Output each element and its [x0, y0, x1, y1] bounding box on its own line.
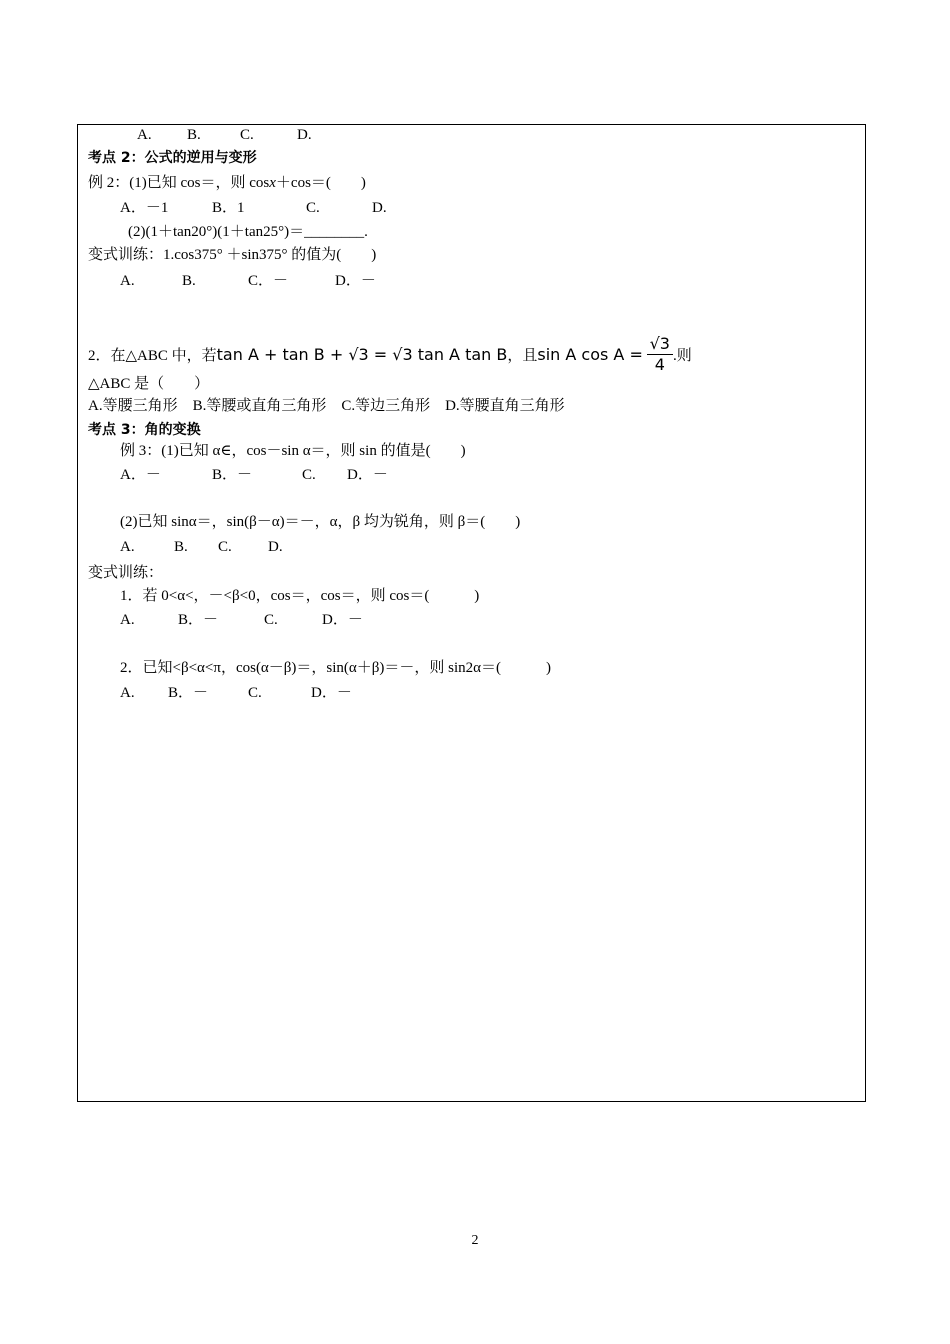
- top-option-a: A.: [137, 127, 152, 143]
- var1-option-b: B.: [182, 273, 196, 289]
- ex3-q2-option-d: D.: [268, 539, 283, 555]
- var1-option-d: D．－: [335, 273, 376, 289]
- var3-q2-option-d: D．－: [311, 685, 352, 701]
- tan-equation: tan A + tan B + √3 = √3 tan A tan B: [216, 344, 508, 364]
- ex2-q1-option-d: D.: [372, 200, 387, 216]
- triangle-question-options: A.等腰三角形 B.等腰或直角三角形 C.等边三角形 D.等腰直角三角形: [88, 398, 565, 414]
- triangle-question: 2．在△ABC 中，若tan A + tan B + √3 = √3 tan A tan B，且sin A cos A = $\frac{√3}{4}$ .则: [88, 334, 692, 374]
- top-option-d: D.: [297, 127, 312, 143]
- ex3-q2-option-b: B.: [174, 539, 188, 555]
- ex3-q1-option-d: D．－: [347, 467, 388, 483]
- variant-3-question-1: 1．若 0<α<，－<β<0，cos＝，cos＝，则 cos＝( ): [120, 588, 480, 604]
- var3-q2-option-a: A.: [120, 685, 135, 701]
- variant-training-title: 变式训练：: [88, 565, 164, 581]
- ex2-q1-option-c: C.: [306, 200, 320, 216]
- section-3-title: 考点 3：角的变换: [88, 422, 201, 438]
- fraction-sqrt3-over-4: $\frac{√3}{4}$: [647, 334, 673, 375]
- var3-q1-option-a: A.: [120, 612, 135, 628]
- example-2-question-1: 例 2：(1)已知 cos＝，则 cosx＋cos＝( ): [88, 175, 366, 191]
- var3-q2-option-c: C.: [248, 685, 262, 701]
- ex3-q2-option-a: A.: [120, 539, 135, 555]
- var3-q2-option-b: B．－: [168, 685, 209, 701]
- ex2-q1-option-a: A．－1: [120, 200, 169, 216]
- section-2-title: 考点 2：公式的逆用与变形: [88, 150, 257, 166]
- var1-option-c: C．－: [248, 273, 289, 289]
- variant-3-question-2: 2．已知<β<α<π，cos(α－β)＝，sin(α＋β)＝－，则 sin2α＝( ): [120, 660, 552, 676]
- ex3-q1-option-a: A．－: [120, 467, 161, 483]
- example-2-question-2: (2)(1＋tan20°)(1＋tan25°)＝________.: [128, 224, 368, 240]
- variant-training-1-question: 变式训练：1.cos375° ＋sin375° 的值为( ): [88, 247, 377, 263]
- top-option-c: C.: [240, 127, 254, 143]
- var3-q1-option-b: B．－: [178, 612, 219, 628]
- ex3-q1-option-c: C.: [302, 467, 316, 483]
- var1-option-a: A.: [120, 273, 135, 289]
- ex3-q1-option-b: B．－: [212, 467, 253, 483]
- var3-q1-option-d: D．－: [322, 612, 363, 628]
- triangle-question-line2: △ABC 是（ ）: [88, 376, 210, 392]
- example-3-question-1: 例 3：(1)已知 α∈，cos－sin α＝，则 sin 的值是( ): [120, 443, 466, 459]
- ex3-q2-option-c: C.: [218, 539, 232, 555]
- sin-cos-equation: sin A cos A =: [537, 344, 643, 364]
- var3-q1-option-c: C.: [264, 612, 278, 628]
- page-number: 2: [471, 1233, 479, 1248]
- ex2-q1-option-b: B．1: [212, 200, 245, 216]
- top-option-b: B.: [187, 127, 201, 143]
- example-3-question-2: (2)已知 sinα＝，sin(β－α)＝－，α，β 均为锐角，则 β＝( ): [120, 514, 521, 530]
